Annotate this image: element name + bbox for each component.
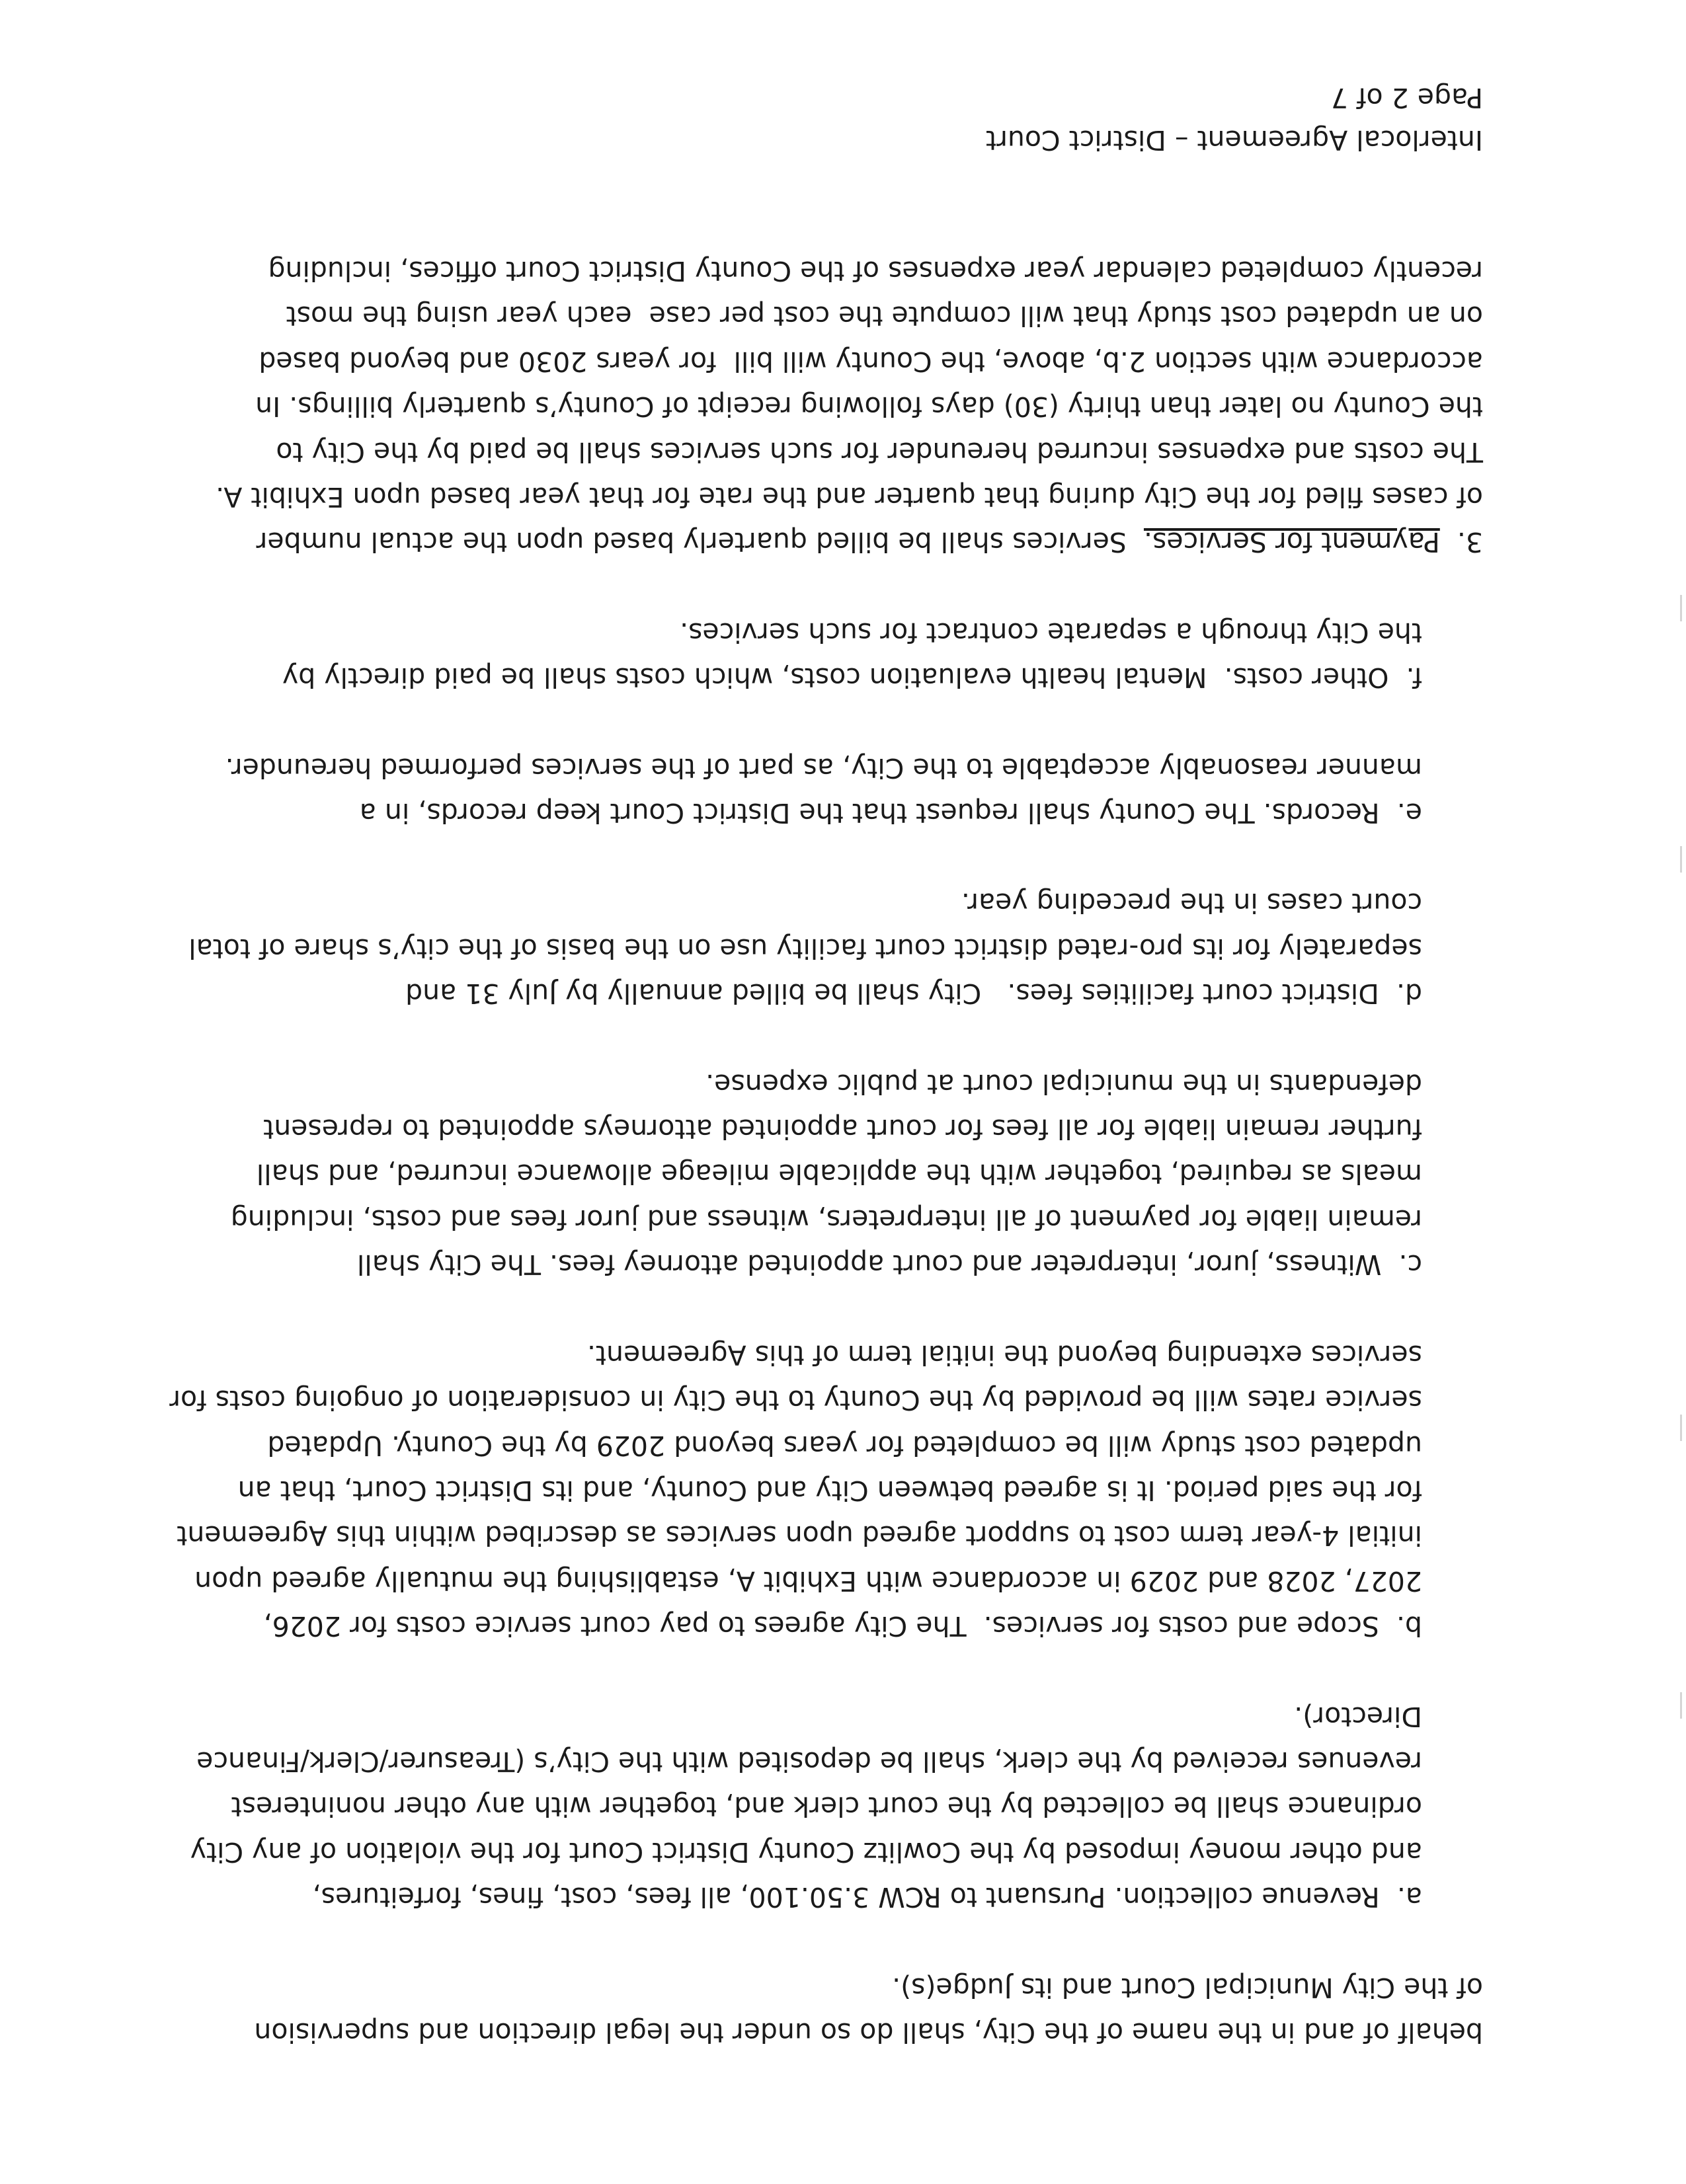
text-line: a. Revenue collection. Pursuant to RCW 3.50.100, all fees, cost, fines, forfeitures,: [312, 1881, 1422, 1914]
section-b-scope-and-costs: [169, 1332, 1483, 1649]
section-a-revenue-collection: [187, 1694, 1483, 1920]
text-line: e. Records. The County shall request that the District Court keep records, in a: [359, 797, 1422, 830]
section-e-records: [187, 745, 1483, 836]
text-line: further remain liable for all fees for court appointed attorneys appointed to represent: [263, 1113, 1422, 1146]
text-line: accordance with section 2.b, above, the County will bill for years 2030 and beyond based: [259, 345, 1483, 377]
text-line: 2027, 2028 and 2029 in accordance with Exhibit A, establishing the mutually agreed upon: [194, 1565, 1422, 1597]
text-line: for the said period. It is agreed between City and County, and its District Court, that an: [237, 1474, 1422, 1506]
section-c-witness-juror-fees: [187, 1061, 1483, 1287]
text-line: updated cost study will be completed for years beyond 2029 by the County. Updated: [267, 1429, 1422, 1462]
text-line: f. Other costs. Mental health evaluation costs, which costs shall be paid directly by: [282, 662, 1422, 694]
scan-mark: [1680, 1692, 1682, 1719]
text-line: and other money imposed by the Cowlitz County District Court for the violation of any City: [190, 1836, 1422, 1868]
scan-mark: [1680, 846, 1682, 873]
scan-edge-marks: [1673, 0, 1686, 2184]
scan-mark: [1680, 1415, 1682, 1441]
text-line: defendants in the municipal court at public expense.: [705, 1068, 1422, 1100]
page-footer-header: [986, 77, 1483, 161]
text-line: the County no later than thirty (30) days following receipt of County’s quarterly billings. In: [255, 391, 1483, 423]
text-line: b. Scope and costs for services. The City agrees to pay court service costs for 2026,: [263, 1610, 1422, 1643]
section-d-facilities-fees: [187, 880, 1483, 1016]
section-heading: Payment for Services.: [1143, 526, 1440, 559]
text-line: ordinance shall be collected by the court clerk and, together with any other noninterest: [231, 1791, 1422, 1823]
text-line: meals as required, together with the applicable mileage allowance incurred, and shall: [256, 1158, 1422, 1190]
text-line: Director).: [1294, 1700, 1422, 1733]
text-line: The costs and expenses incurred hereunder for such services shall be paid by the City to: [276, 436, 1483, 468]
text-line: revenues received by the clerk, shall be deposited with the City’s (Treasurer/Clerk/Finance: [196, 1745, 1422, 1777]
section-text: Services shall be billed quarterly based upon the actual number: [256, 526, 1144, 559]
text-line: of the City Municipal Court and its Judge(s).: [892, 1971, 1483, 2004]
section-3-first-line: [187, 520, 1483, 565]
text-line: court cases in the preceding year.: [961, 887, 1422, 919]
text-line: separately for its pro-rated district court facility use on the basis of the city’s share of total: [188, 932, 1422, 964]
text-line: the City through a separate contract for such services.: [680, 616, 1422, 648]
page-current: 2: [1391, 82, 1409, 114]
section-3-payment-for-services: [187, 249, 1483, 565]
text-line: services extending beyond the initial term of this Agreement.: [586, 1339, 1422, 1371]
document-body: [169, 204, 1483, 2055]
page-number: [986, 77, 1483, 119]
scan-mark: [1680, 595, 1682, 621]
text-line: recently completed calendar year expenses of the County District Court offices, including: [268, 255, 1483, 287]
document-title: Interlocal Agreement – District Court: [986, 124, 1483, 156]
page-prefix: Page: [1408, 82, 1483, 114]
text-line: manner reasonably acceptable to the City, as part of the services performed hereunder.: [225, 752, 1422, 784]
text-line: initial 4-year term cost to support agreed upon services as described within this Agreement: [177, 1520, 1422, 1552]
text-line: c. Witness, juror, interpreter and court appointed attorney fees. The City shall: [357, 1249, 1422, 1281]
text-line: on an updated cost study that will compute the cost per case each year using the most: [286, 300, 1483, 332]
text-line: remain liable for payment of all interpreters, witness and juror fees and costs, including: [230, 1203, 1422, 1235]
text-line: behalf of and in the name of the City, shall do so under the legal direction and supervision: [254, 2017, 1483, 2048]
text-line: d. District court facilities fees. City shall be billed annually by July 31 and: [405, 978, 1422, 1010]
text-line: of cases filed for the City during that quarter and the rate for that year based upon Exhibit A.: [216, 481, 1483, 514]
text-line: service rates will be provided by the County to the City in consideration of ongoing costs for: [169, 1384, 1422, 1417]
section-f-other-costs: [187, 609, 1483, 700]
intro-paragraph: [187, 1965, 1483, 2055]
page-suffix: of 7: [1330, 82, 1392, 114]
section-number: 3.: [1439, 526, 1483, 559]
